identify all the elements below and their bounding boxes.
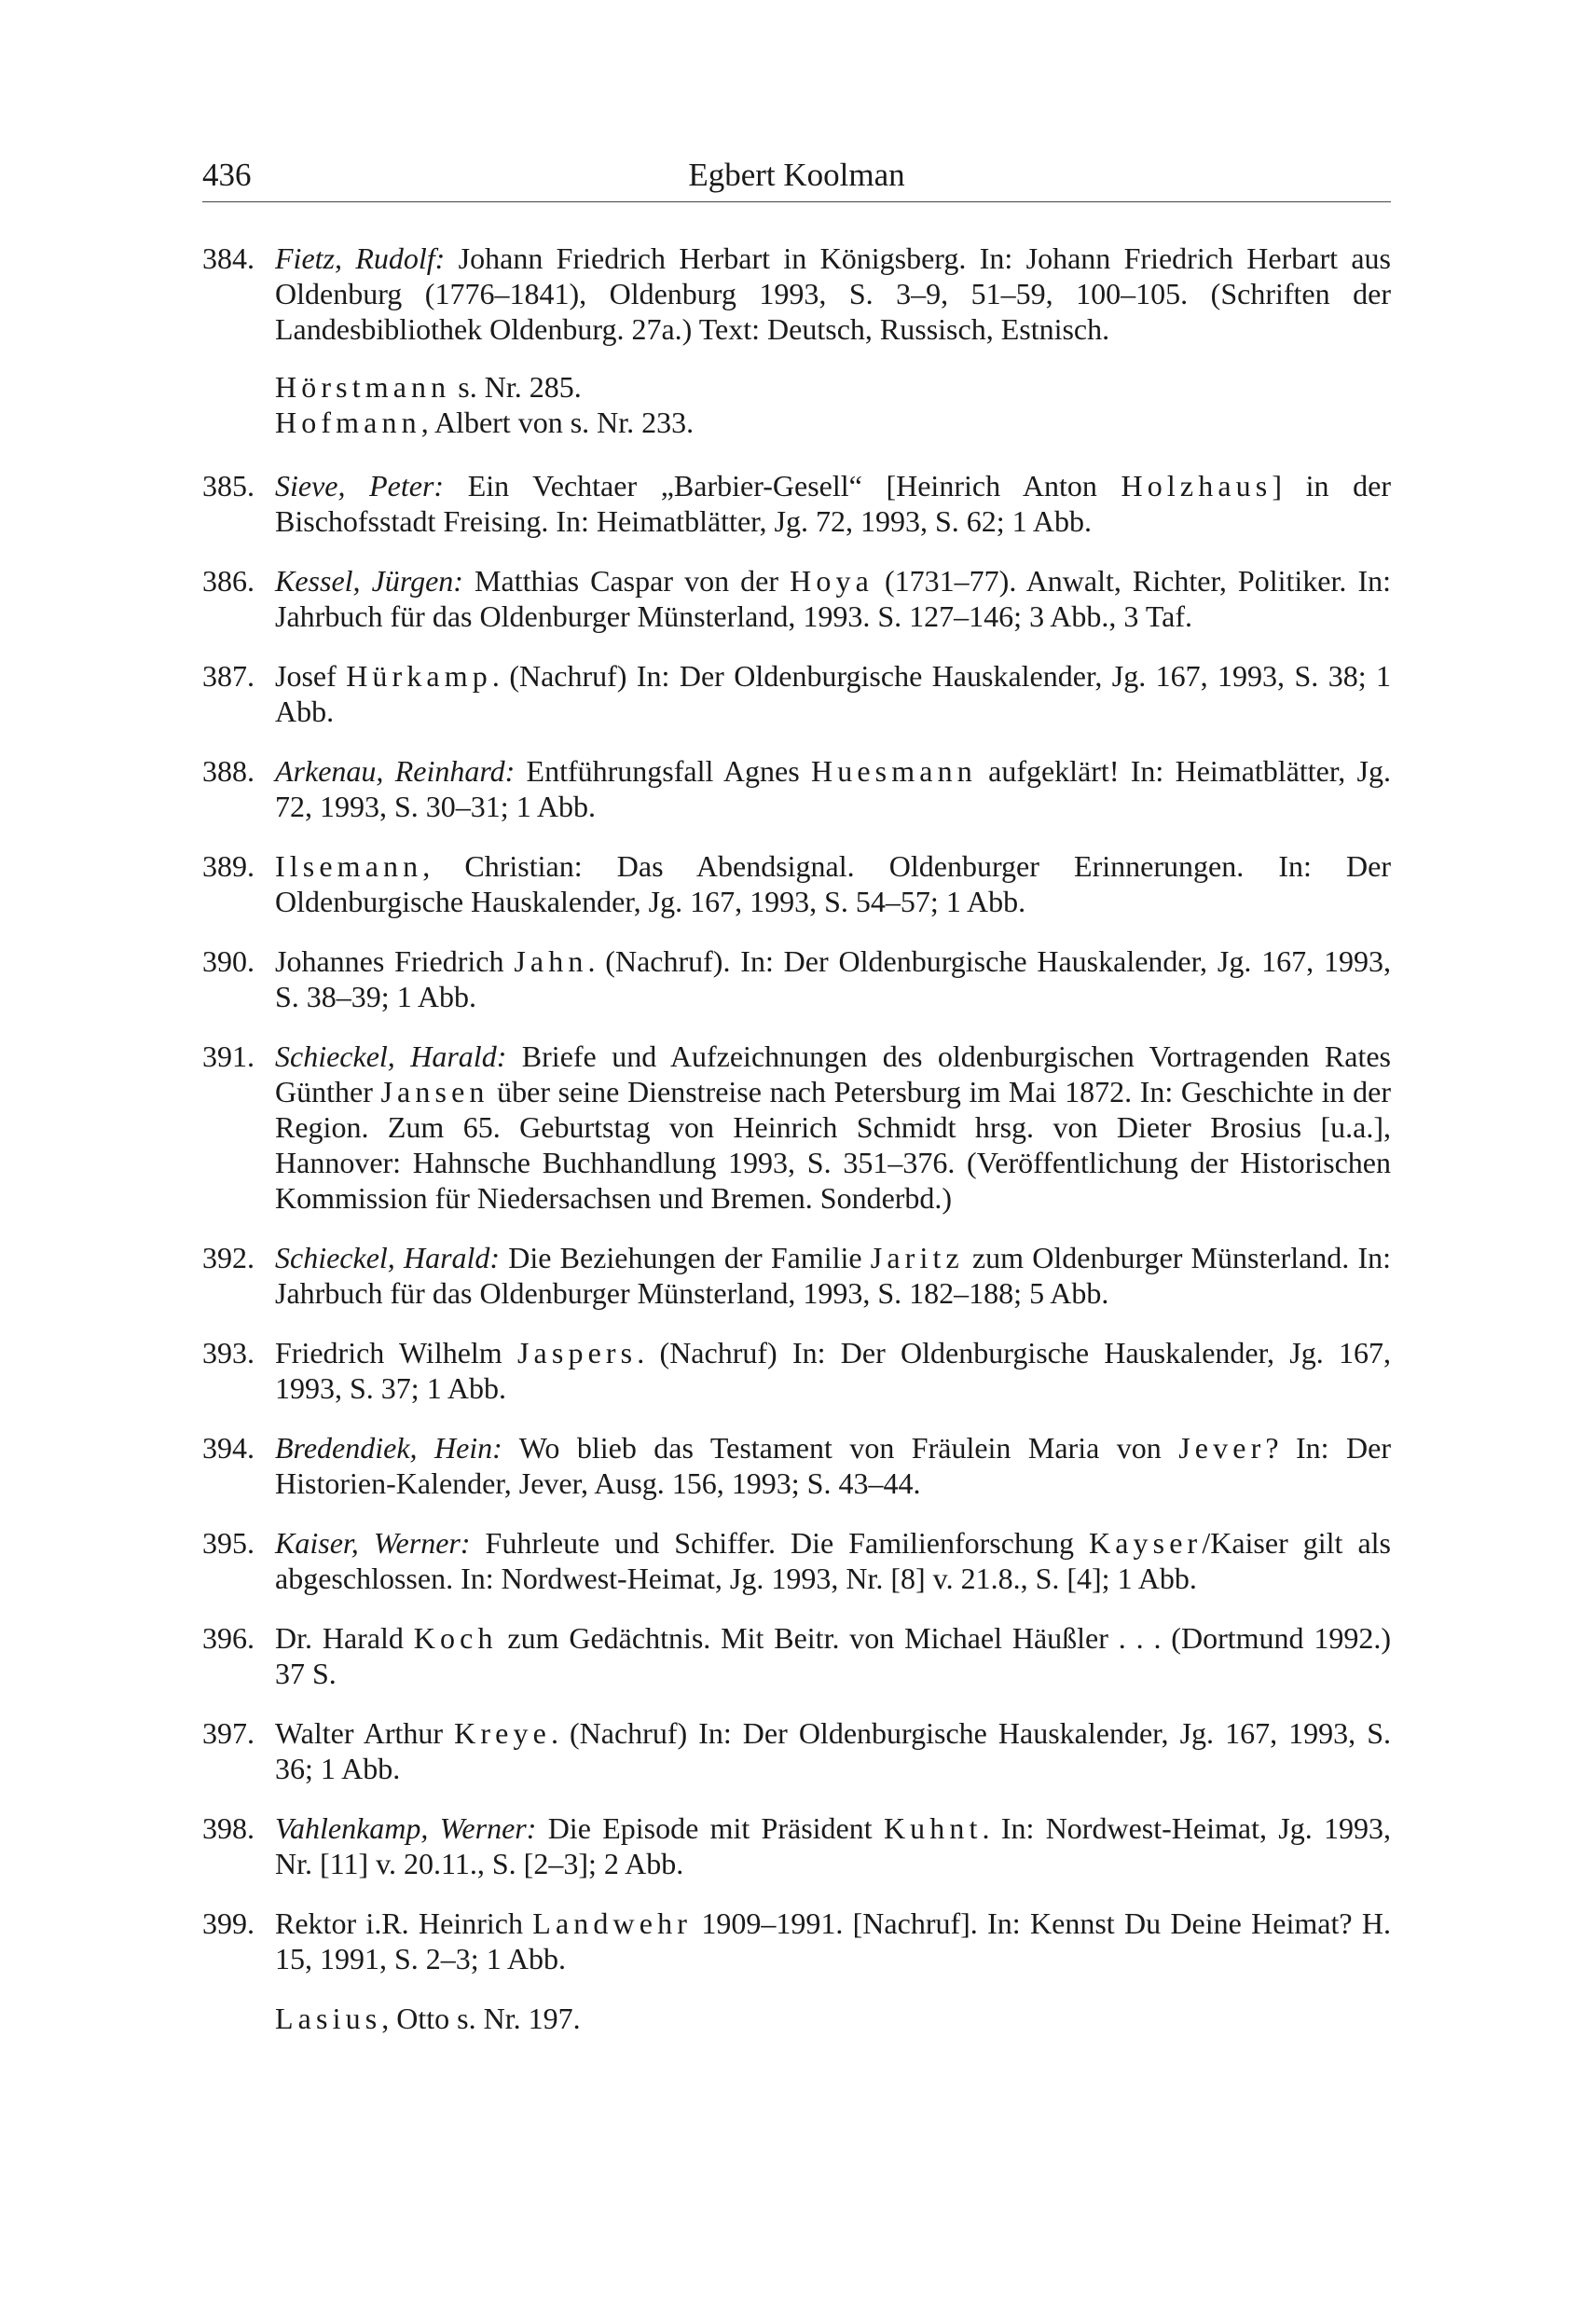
entry-392 — [202, 1240, 1391, 1311]
cross-reference-group — [275, 369, 1391, 440]
entry-number: 384. — [202, 241, 255, 275]
entry-393 — [202, 1335, 1391, 1406]
entry-396 — [202, 1620, 1391, 1691]
entry-text: Johannes Friedrich Jahn. (Nachruf). In: Der Oldenburgische Hauskalender, Jg. 167, 1993, S. 38–39; 1 Abb. — [275, 944, 1392, 1013]
entry-number: 389. — [202, 849, 255, 883]
entry-387 — [202, 658, 1391, 729]
entry-number: 396. — [202, 1621, 255, 1655]
cross-reference-hoerstmann: Hörstmann s. Nr. 285. — [275, 370, 582, 404]
entry-text: Sieve, Peter: Ein Vechtaer „Barbier-Gesell“ [Heinrich Anton Holzhaus] in der Bischofsstadt Freising. In: Heimatblätter, Jg. 72, 1993, S. 62; 1 Abb. — [275, 469, 1392, 538]
entry-394 — [202, 1430, 1391, 1501]
entry-text: Walter Arthur Kreye. (Nachruf) In: Der Oldenburgische Hauskalender, Jg. 167, 1993, S. 36; 1 Abb. — [275, 1716, 1392, 1785]
running-title: Egbert Koolman — [688, 157, 905, 193]
entry-number: 392. — [202, 1241, 255, 1274]
entry-number: 390. — [202, 944, 255, 978]
entry-388 — [202, 753, 1391, 824]
entry-number: 391. — [202, 1039, 255, 1073]
entry-text: Schieckel, Harald: Die Beziehungen der Familie Jaritz zum Oldenburger Münsterland. In: Jahrbuch für das Oldenburger Münsterland, 1993, S. 182–188; 5 Abb. — [275, 1241, 1392, 1310]
entry-number: 397. — [202, 1716, 255, 1750]
entry-number: 388. — [202, 754, 255, 788]
cross-reference-hofmann: Hofmann, Albert von s. Nr. 233. — [275, 406, 695, 439]
entry-number: 387. — [202, 659, 255, 693]
entry-text: Ilsemann, Christian: Das Abendsignal. Oldenburger Erinnerungen. In: Der Oldenburgische Hauskalender, Jg. 167, 1993, S. 54–57; 1 Abb. — [275, 849, 1391, 918]
entry-text: Vahlenkamp, Werner: Die Episode mit Präsident Kuhnt. In: Nordwest-Heimat, Jg. 1993, Nr. [11] v. 20.11., S. [2–3]; 2 Abb. — [275, 1811, 1391, 1880]
entry-number: 395. — [202, 1526, 255, 1560]
entry-number: 394. — [202, 1431, 255, 1465]
entry-384 — [202, 241, 1391, 347]
entry-number: 386. — [202, 564, 255, 598]
entry-398 — [202, 1810, 1391, 1881]
entry-number: 399. — [202, 1906, 255, 1940]
entry-text: Schieckel, Harald: Briefe und Aufzeichnungen des oldenburgischen Vortragenden Rates Günther Jansen über seine Dienstreise nach Petersburg im Mai 1872. In: Geschichte in der Region. Zum 65. Geburtstag von Heinrich Schmidt hrsg. von Dieter Brosius [u.a.], Hannover: Hahnsche Buchhandlung 1993, S. 351–376. (Veröffentlichung der Historischen Kommission für Niedersachsen und Bremen. Sonderbd.) — [275, 1039, 1392, 1215]
entry-390 — [202, 943, 1391, 1014]
entry-number: 393. — [202, 1336, 255, 1369]
entry-386 — [202, 563, 1391, 634]
entry-text: Josef Hürkamp. (Nachruf) In: Der Oldenburgische Hauskalender, Jg. 167, 1993, S. 38; 1 Abb. — [275, 659, 1391, 728]
cross-reference-lasius: Lasius, Otto s. Nr. 197. — [275, 2002, 581, 2035]
entry-text: Friedrich Wilhelm Jaspers. (Nachruf) In: Der Oldenburgische Hauskalender, Jg. 167, 1993, S. 37; 1 Abb. — [275, 1336, 1392, 1405]
entry-number: 398. — [202, 1811, 255, 1845]
entry-text: Fietz, Rudolf: Johann Friedrich Herbart in Königsberg. In: Johann Friedrich Herbart aus Oldenburg (1776–1841), Oldenburg 1993, S. 3–9, 51–59, 100–105. (Schriften der Landesbibliothek Oldenburg. 27a.) Text: Deutsch, Russisch, Estnisch. — [275, 241, 1392, 346]
entry-text: Kaiser, Werner: Fuhrleute und Schiffer. Die Familienforschung Kayser/Kaiser gilt als abgeschlossen. In: Nordwest-Heimat, Jg. 1993, Nr. [8] v. 21.8., S. [4]; 1 Abb. — [275, 1526, 1392, 1595]
page-header — [202, 157, 1391, 202]
bibliography-list — [202, 241, 1391, 2036]
entry-text: Rektor i.R. Heinrich Landwehr 1909–1991. [Nachruf]. In: Kennst Du Deine Heimat? H. 15, 1991, S. 2–3; 1 Abb. — [275, 1906, 1392, 1975]
entry-text: Dr. Harald Koch zum Gedächtnis. Mit Beitr. von Michael Häußler . . . (Dortmund 1992.) 37 S. — [275, 1621, 1392, 1690]
entry-399 — [202, 1906, 1391, 1976]
entry-text: Kessel, Jürgen: Matthias Caspar von der Hoya (1731–77). Anwalt, Richter, Politiker. In: Jahrbuch für das Oldenburger Münsterland, 1993. S. 127–146; 3 Abb., 3 Taf. — [275, 564, 1392, 633]
entry-391 — [202, 1039, 1391, 1216]
entry-text: Bredendiek, Hein: Wo blieb das Testament von Fräulein Maria von Jever? In: Der Historien-Kalender, Jever, Ausg. 156, 1993; S. 43–44. — [275, 1431, 1392, 1500]
entry-text: Arkenau, Reinhard: Entführungsfall Agnes Huesmann aufgeklärt! In: Heimatblätter, Jg. 72, 1993, S. 30–31; 1 Abb. — [275, 754, 1392, 823]
page-number: 436 — [202, 157, 252, 193]
entry-number: 385. — [202, 469, 255, 502]
entry-385 — [202, 468, 1391, 539]
entry-395 — [202, 1525, 1391, 1596]
entry-397 — [202, 1715, 1391, 1786]
entry-389 — [202, 848, 1391, 919]
